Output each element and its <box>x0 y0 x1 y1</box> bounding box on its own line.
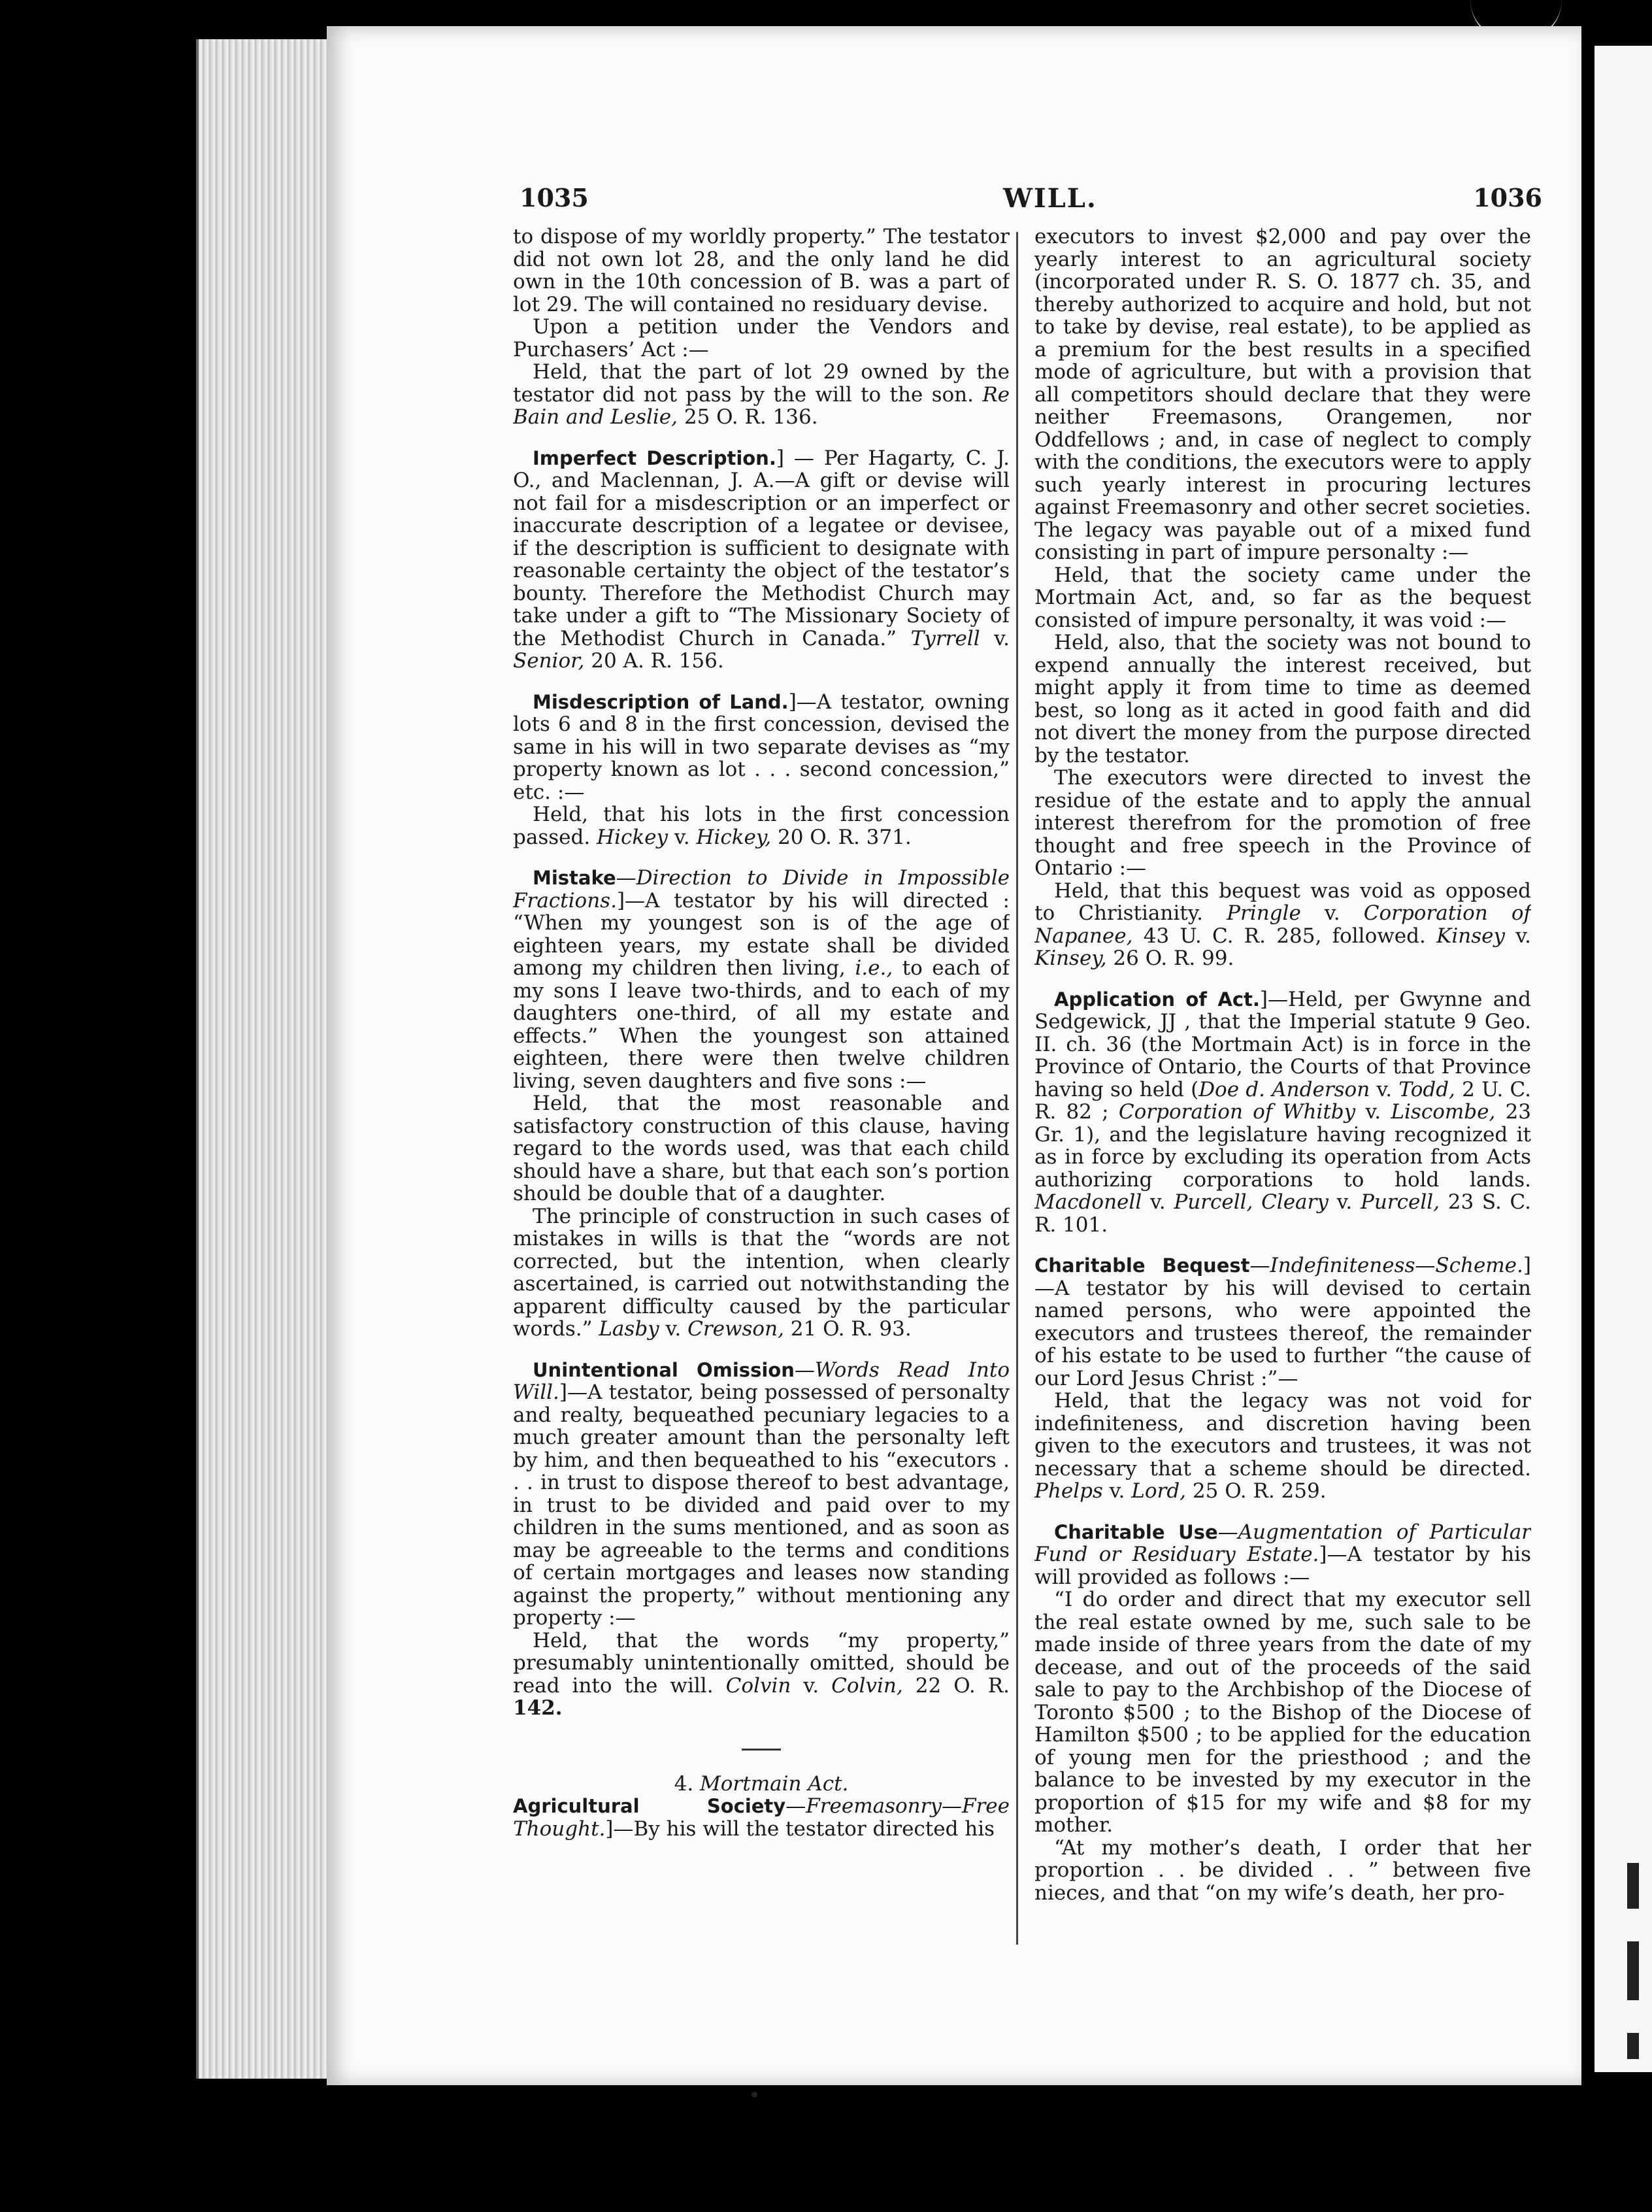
book-page-edges <box>196 39 342 2079</box>
entry-heading: Charitable Bequest <box>1034 1254 1250 1277</box>
entry-heading: Misdescription of Land. <box>533 690 789 713</box>
case-citation: Hickey, <box>696 825 772 849</box>
entry-subheading: —Indefiniteness—Scheme. <box>1249 1254 1523 1277</box>
digest-entry: Charitable Use—Augmentation of Particular Fund or Residuary Estate.]—A testator by his will provided as follows :— “I do order and direct that my executor sell the real estate owned by me, such sale to be made inside of three years from the date of my decease, and out of the proceeds of the said sale to pay to the Archbishop of the Diocese of Toronto $500 ; to the Bishop of the Diocese of Hamilton $500 ; to be applied for the education of young men for the priesthood ; and the balance to be invested by my executor in the proportion of $15 for my wife and $8 for my mother. “At my mother’s death, I order that her proportion . . be divided . . ” between five nieces, and that “on my wife’s death, her pro- <box>1034 1520 1531 1905</box>
case-citation: Lasby <box>599 1317 659 1341</box>
case-citation: Tyrrell <box>910 626 980 650</box>
case-citation: Hickey <box>597 825 669 849</box>
section-divider <box>742 1749 781 1751</box>
entry-heading: Agricultural Society <box>513 1795 786 1817</box>
entry-subheading: —Words Read Into Will. <box>513 1358 1010 1404</box>
case-citation: Doe d. Anderson <box>1198 1077 1370 1101</box>
report-reference: 20 O. R. 371. <box>778 825 912 849</box>
ink-speck <box>752 2092 757 2098</box>
paragraph: “I do order and direct that my executor sell the real estate owned by me, such sale to be made inside of three years from the date of my decease, and out of the proceeds of the said sale to pay to the Archbishop of the Diocese of Toronto $500 ; to the Bishop of the Diocese of Hamilton $500 ; to be applied for the education of young men for the priesthood ; and the balance to be invested by my executor in the proportion of $15 for my wife and $8 for my mother. <box>1034 1588 1531 1837</box>
page-number-right: 1036 <box>1473 183 1542 212</box>
case-citation: Colvin <box>725 1673 791 1698</box>
case-citation: Todd, <box>1398 1077 1455 1101</box>
digest-entry: Mistake—Direction to Divide in Impossible Fractions.]—A testator by his will directed : “When my youngest son is of the age of eighteen years, my estate shall be divided among my children then living, i.e., to each of my sons I leave two-thirds, and to each of my daughters one-third, of all my estate and effects.” When the youngest son attained eighteen, there were then twelve children living, seven daughters and five sons :— Held, that the most reasonable and satisfactory construction of this clause, having regard to the words used, was that each child should have a share, but that each son’s portion should be double that of a daughter. The principle of construction in such cases of mistakes in wills is that the “words are not corrected, but the intention, when clearly ascertained, is carried out notwithstanding the apparent difficulty caused by the particular words.” Lasby v. Crewson, 21 O. R. 93. <box>513 866 1010 1341</box>
digest-entry: Unintentional Omission—Words Read Into Will.]—A testator, being possessed of personalty and realty, bequeathed pecuniary legacies to a much greater amount than the personalty left by him, and then bequeathed to his “executors . . . in trust to dispose thereof to best advantage, in trust to be divided and paid over to my children in the sums mentioned, and as soon as may be agreeable to the terms and conditions of certain mortgages and leases now standing against the property,” without mentioning any property :— Held, that the words “my property,” presumably unintentionally omitted, should be read into the will. Colvin v. Colvin, 22 O. R. 142. <box>513 1358 1010 1720</box>
digest-entry: Agricultural Society—Freemasonry—Free Thought.]—By his will the testator directed his <box>513 1794 1010 1841</box>
case-citation: Pringle <box>1227 901 1301 925</box>
case-citation: Purcell, Cleary <box>1174 1190 1329 1214</box>
digest-entry: Charitable Bequest—Indefiniteness—Scheme.]—A testator by his will devised to certain named persons, who were appointed the executors and trustees thereof, the remainder of his estate to be used to further “the cause of our Lord Jesus Christ :”— Held, that the legacy was not void for indefiniteness, and discretion having been given to the executors and trustees, it was not necessary that a scheme should be directed. Phelps v. Lord, 25 O. R. 259. <box>1034 1254 1531 1503</box>
report-reference: 21 O. R. 93. <box>790 1317 912 1341</box>
case-citation: Lord, <box>1131 1479 1187 1503</box>
report-reference: 43 U. C. R. 285, followed. <box>1143 924 1426 948</box>
paragraph: executors to invest $2,000 and pay over the yearly interest to an agricultural society (incorporated under R. S. O. 1877 ch. 35, and thereby authorized to acquire and hold, but not to take by devise, real estate), to be applied as a premium for the best results in a specified mode of agriculture, but with a provision that all competitors should declare that they were neither Freemasons, Orangemen, nor Oddfellows ; and, in case of neglect to comply with the conditions, the executors were to apply such yearly interest in procuring lectures against Freemasonry and other secret societies. The legacy was payable out of a mixed fund consisting in part of impure personalty :— <box>1034 226 1531 564</box>
right-column <box>1034 226 1531 2043</box>
report-reference: 142. <box>513 1696 563 1720</box>
report-reference: 26 O. R. 99. <box>1113 947 1234 970</box>
entry-heading: Imperfect Description. <box>533 446 776 469</box>
adjacent-page-mark <box>1627 2033 1639 2059</box>
case-citation: Colvin, <box>831 1673 903 1698</box>
held-paragraph: Held, also, that the society was not bound to expend annually the interest received, but might apply it from time to time as deemed best, so long as it acted in good faith and did not divert the money from the purpose directed by the testator. <box>1034 631 1531 767</box>
page-number-left: 1035 <box>520 183 589 212</box>
entry-heading: Mistake <box>533 867 616 889</box>
digest-entry: Imperfect Description.] — Per Hagarty, C. J. O., and Maclennan, J. A.—A gift or devise will not fail for a misdescription or an imperfect or inaccurate description of a legatee or devisee, if the description is sufficient to designate with reasonable certainty the object of the testator’s bounty. Therefore the Methodist Church may take under a gift to “The Missionary Society of the Methodist Church in Canada.” Tyrrell v. Senior, 20 A. R. 156. <box>513 446 1010 673</box>
paragraph: “At my mother’s death, I order that her proportion . . be divided . . ” between five nieces, and that “on my wife’s death, her pro- <box>1034 1835 1531 1905</box>
paragraph: Upon a petition under the Vendors and Purchasers’ Act :— <box>513 315 1010 361</box>
case-citation: Corporation of Napanee, <box>1034 901 1531 948</box>
running-header <box>520 176 1542 222</box>
entry-subheading: —Freemasonry—Free Thought. <box>513 1794 1010 1841</box>
report-reference: 2 U. C. R. 82 ; <box>1034 1077 1531 1124</box>
report-reference: 22 O. R. <box>915 1673 1010 1698</box>
adjacent-page-sliver <box>1594 46 1652 2072</box>
column-divider <box>1016 232 1018 1945</box>
case-citation: Kinsey, <box>1034 947 1107 970</box>
adjacent-page-mark <box>1627 1863 1639 1909</box>
report-reference: 25 O. R. 259. <box>1192 1479 1327 1503</box>
entry-subheading: —Direction to Divide in Impossible Fractions. <box>513 866 1010 913</box>
section-title: 4. Mortmain Act. <box>674 1771 849 1796</box>
report-reference: 20 A. R. 156. <box>591 649 724 673</box>
case-citation: Corporation of Whitby <box>1118 1100 1356 1124</box>
header-title: WILL. <box>1003 183 1097 214</box>
case-citation: Re Bain and Leslie, <box>513 382 1010 429</box>
entry-heading: Unintentional Omission <box>533 1358 795 1381</box>
paragraph: to dispose of my worldly property.” The testator did not own lot 28, and the only land he did own in the 10th concession of B. was a part of lot 29. The will contained no residuary devise. <box>513 226 1010 316</box>
held-paragraph: Held, that the part of lot 29 owned by the testator did not pass by the will to the son. Re Bain and Leslie, 25 O. R. 136. <box>513 360 1010 429</box>
case-citation: Senior, <box>513 649 585 673</box>
held-paragraph: Held, that the most reasonable and satisfactory construction of this clause, having regard to the words used, was that each child should have a share, but that each son’s portion should be double that of a daughter. <box>513 1092 1010 1205</box>
entry-subheading: —Augmentation of Particular Fund or Residuary Estate. <box>1034 1520 1531 1566</box>
report-reference: 25 O. R. 136. <box>684 405 818 429</box>
case-citation: Liscombe, <box>1391 1100 1496 1124</box>
digest-entry: Misdescription of Land.]—A testator, owning lots 6 and 8 in the first concession, devised the same in his will in two separate devises as “my property known as lot . . . second concession,” etc. :— Held, that his lots in the first concession passed. Hickey v. Hickey, 20 O. R. 371. <box>513 690 1010 849</box>
case-citation: Purcell, <box>1360 1190 1440 1214</box>
held-paragraph: Held, that this bequest was void as opposed to Christianity. Pringle v. Corporation of Napanee, 43 U. C. R. 285, followed. Kinsey v. Kinsey, 26 O. R. 99. <box>1034 879 1531 970</box>
paragraph: The executors were directed to invest the residue of the estate and to apply the annual interest therefrom for the promotion of free thought and free speech in the Province of Ontario :— <box>1034 766 1531 880</box>
case-citation: Phelps <box>1034 1479 1103 1503</box>
adjacent-page-mark <box>1627 1941 1639 2000</box>
case-citation: Macdonell <box>1034 1190 1142 1214</box>
report-reference: 23 S. C. R. 101. <box>1034 1190 1531 1237</box>
case-citation: Kinsey <box>1436 924 1505 948</box>
case-citation: Crewson, <box>687 1317 784 1341</box>
left-column <box>513 226 1010 2043</box>
entry-heading: Application of Act. <box>1054 988 1260 1011</box>
held-paragraph: Held, that the society came under the Mortmain Act, and, so far as the bequest consisted of impure personalty, it was void :— <box>1034 563 1531 632</box>
entry-heading: Charitable Use <box>1054 1520 1218 1543</box>
digest-entry: Application of Act.]—Held, per Gwynne and Sedgewick, JJ , that the Imperial statute 9 Geo. II. ch. 36 (the Mortmain Act) is in force in the Province of Ontario, the Courts of that Province having so held (Doe d. Anderson v. Todd, 2 U. C. R. 82 ; Corporation of Whitby v. Liscombe, 23 Gr. 1), and the legislature having recognized it as in force by excluding its operation from Acts authorizing corporations to hold lands. Macdonell v. Purcell, Cleary v. Purcell, 23 S. C. R. 101. <box>1034 987 1531 1237</box>
